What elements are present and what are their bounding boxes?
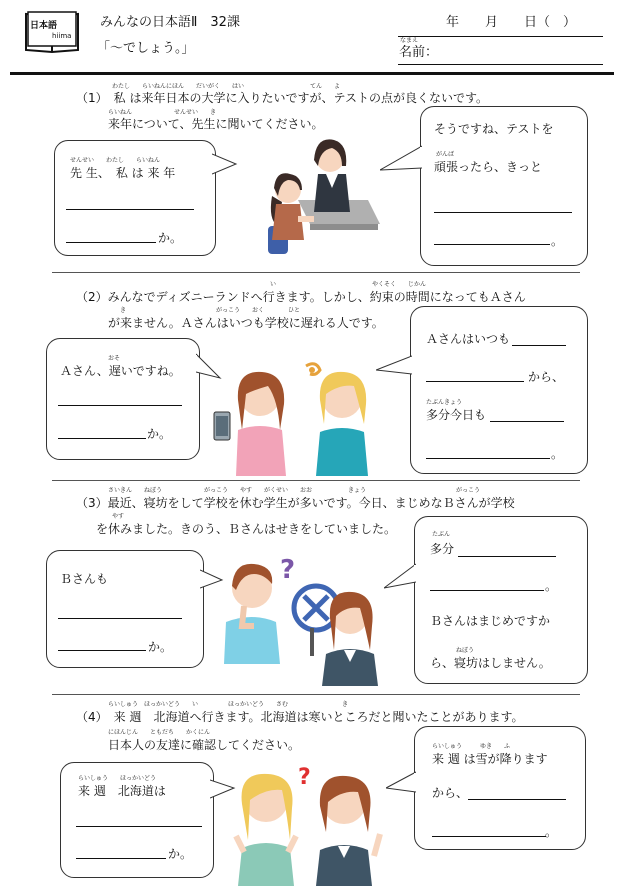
q2-right-line2: から、	[528, 370, 565, 384]
q4-prompt-line2: 日本人の友達に確認してください。	[108, 738, 301, 752]
svg-text:?: ?	[280, 555, 296, 585]
divider-3	[52, 694, 580, 695]
q3-right-blank-2[interactable]	[430, 590, 544, 591]
q3-left-end: か。	[148, 640, 173, 654]
q1-right-line1: そうですね、テストを	[434, 122, 554, 136]
q1-prompt-line2: 来年について、先生に聞いてください。	[108, 117, 324, 131]
q3-line1-ruby: さいきん ねぼう がっこう やす がくせい おお きょう がっこう	[108, 487, 481, 494]
q3-thinking-man-x-sign-illustration	[214, 546, 386, 686]
q3-left-blank-2[interactable]	[58, 650, 146, 651]
q1-right-ruby: がんば	[436, 151, 455, 158]
q2-right-line3: 多分今日も	[426, 408, 487, 422]
svg-text:?: ?	[298, 765, 311, 790]
q1-right-line2: 頑張ったら、きっと	[434, 160, 543, 174]
q4-line2-ruby: にほんじん ともだち かくにん	[108, 729, 211, 736]
logo-text: 日本語	[30, 21, 58, 31]
q3-line2-ruby: やす	[112, 513, 125, 520]
q2-right-blank-4[interactable]	[426, 458, 550, 459]
q2-left-blank-1[interactable]	[58, 405, 182, 406]
q4-right-line2: から、	[432, 786, 469, 800]
q3-right-bubble-tail	[384, 560, 416, 596]
divider-2	[52, 480, 580, 481]
q2-left-ruby: おそ	[108, 355, 121, 362]
q3-prompt-line2: を休みました。きのう、Ｂさんはせきをしていました。	[96, 522, 397, 536]
q3-right-line4: ら、寝坊はしません。	[430, 656, 551, 670]
q3-right-line1: 多分	[430, 542, 455, 556]
q3-right-line2: 。	[545, 579, 558, 593]
q4-left-blank-2[interactable]	[76, 858, 166, 859]
q3-right-blank-1[interactable]	[458, 556, 556, 557]
q4-left-end: か。	[168, 847, 193, 861]
q2-right-blank-3[interactable]	[490, 421, 564, 422]
q4-right-line1: 来 週 は雪が降ります	[432, 752, 548, 766]
header-divider	[10, 72, 614, 75]
q1-left-blank-1[interactable]	[66, 209, 194, 210]
q2-right-blank-1[interactable]	[512, 345, 566, 346]
q1-right-bubble-tail	[380, 140, 422, 180]
q4-right-ruby: らいしゅう ゆき ふ	[432, 743, 511, 750]
q1-left-end: か。	[158, 231, 183, 245]
q1-right-blank-2[interactable]	[434, 244, 550, 245]
q1-right-end: 。	[551, 234, 564, 248]
q3-right-line3: Ｂさんはまじめですか	[430, 614, 551, 628]
q2-line1-ruby: い やくそく じかん	[270, 281, 427, 288]
q2-left-end: か。	[147, 427, 172, 441]
q2-right-blank-2[interactable]	[426, 381, 524, 382]
q2-prompt-line2: が来ません。Ａさんはいつも学校に遅れる人です。	[108, 316, 384, 330]
q1-prompt-line1: （1） 私 は来年日本の大学に入りたいですが、テストの点が良くないです。	[76, 91, 489, 105]
q1-left-bubble-tail	[212, 150, 238, 180]
q1-left-ruby: せんせい わたし らいねん	[70, 157, 161, 164]
q3-right-ruby: たぶん	[432, 531, 451, 538]
name-underline[interactable]	[398, 64, 603, 65]
q1-line2-ruby: らいねん せんせい き	[108, 109, 217, 116]
q2-right-line1: Ａさんはいつも	[426, 332, 511, 346]
q2-left-bubble	[46, 338, 200, 460]
q4-right-blank-1[interactable]	[468, 799, 566, 800]
q2-prompt-line1: （2）みんなでディズニーランドへ行きます。しかし、約束の時間になってもＡさん	[76, 290, 526, 304]
date-underline	[398, 36, 603, 37]
q4-left-ruby: らいしゅう ほっかいどう	[78, 775, 157, 782]
q4-left-text: 来 週 北海道は	[78, 784, 166, 798]
divider-1	[52, 272, 580, 273]
q1-right-blank-1[interactable]	[434, 212, 572, 213]
q2-left-blank-2[interactable]	[58, 438, 146, 439]
q2-right-ruby: たぶんきょう	[426, 399, 463, 406]
q4-right-bubble-tail	[386, 768, 416, 800]
q1-left-text: 先 生、 私 は 来 年	[70, 166, 176, 180]
q1-line1-ruby: わたし らいねんにほん だいがく はい てん よ	[112, 83, 341, 90]
logo	[24, 8, 80, 54]
q1-left-blank-2[interactable]	[66, 242, 156, 243]
date-field[interactable]: 年 月 日（ ）	[446, 15, 577, 30]
logo-sub: hiima	[52, 32, 72, 40]
worksheet-subtitle: 「〜でしょう。」	[97, 41, 195, 56]
name-label: 名前：	[399, 45, 439, 60]
name-ruby: なまえ	[400, 37, 419, 44]
q3-right-ruby2: ねぼう	[456, 647, 475, 654]
q4-friends-conversation-illustration	[228, 760, 388, 886]
q2-line2-ruby: き がっこう おく ひと	[120, 307, 301, 314]
q2-right-end: 。	[551, 447, 564, 461]
q2-waiting-friends-illustration	[208, 360, 380, 476]
q2-right-bubble-tail	[376, 352, 412, 382]
q3-prompt-line1: （3）最近、寝坊をして学校を休む学生が多いです。今日、まじめなＢさんが学校	[76, 496, 515, 510]
q4-line1-ruby: らいしゅう ほっかいどう い ほっかいどう さむ き	[108, 701, 349, 708]
q3-left-text: Ｂさんも	[60, 572, 109, 586]
worksheet-title: みんなの日本語Ⅱ 32課	[100, 15, 240, 30]
q2-left-text: Ａさん、遅いですね。	[60, 364, 181, 378]
q4-right-end: 。	[545, 825, 558, 839]
q4-prompt-line1: （4） 来 週 北海道へ行きます。北海道は寒いところだと聞いたことがあります。	[76, 710, 524, 724]
q3-left-blank-1[interactable]	[58, 618, 182, 619]
q4-left-blank-1[interactable]	[76, 826, 202, 827]
q4-right-blank-2[interactable]	[432, 836, 546, 837]
q1-student-teacher-illustration	[258, 130, 382, 260]
